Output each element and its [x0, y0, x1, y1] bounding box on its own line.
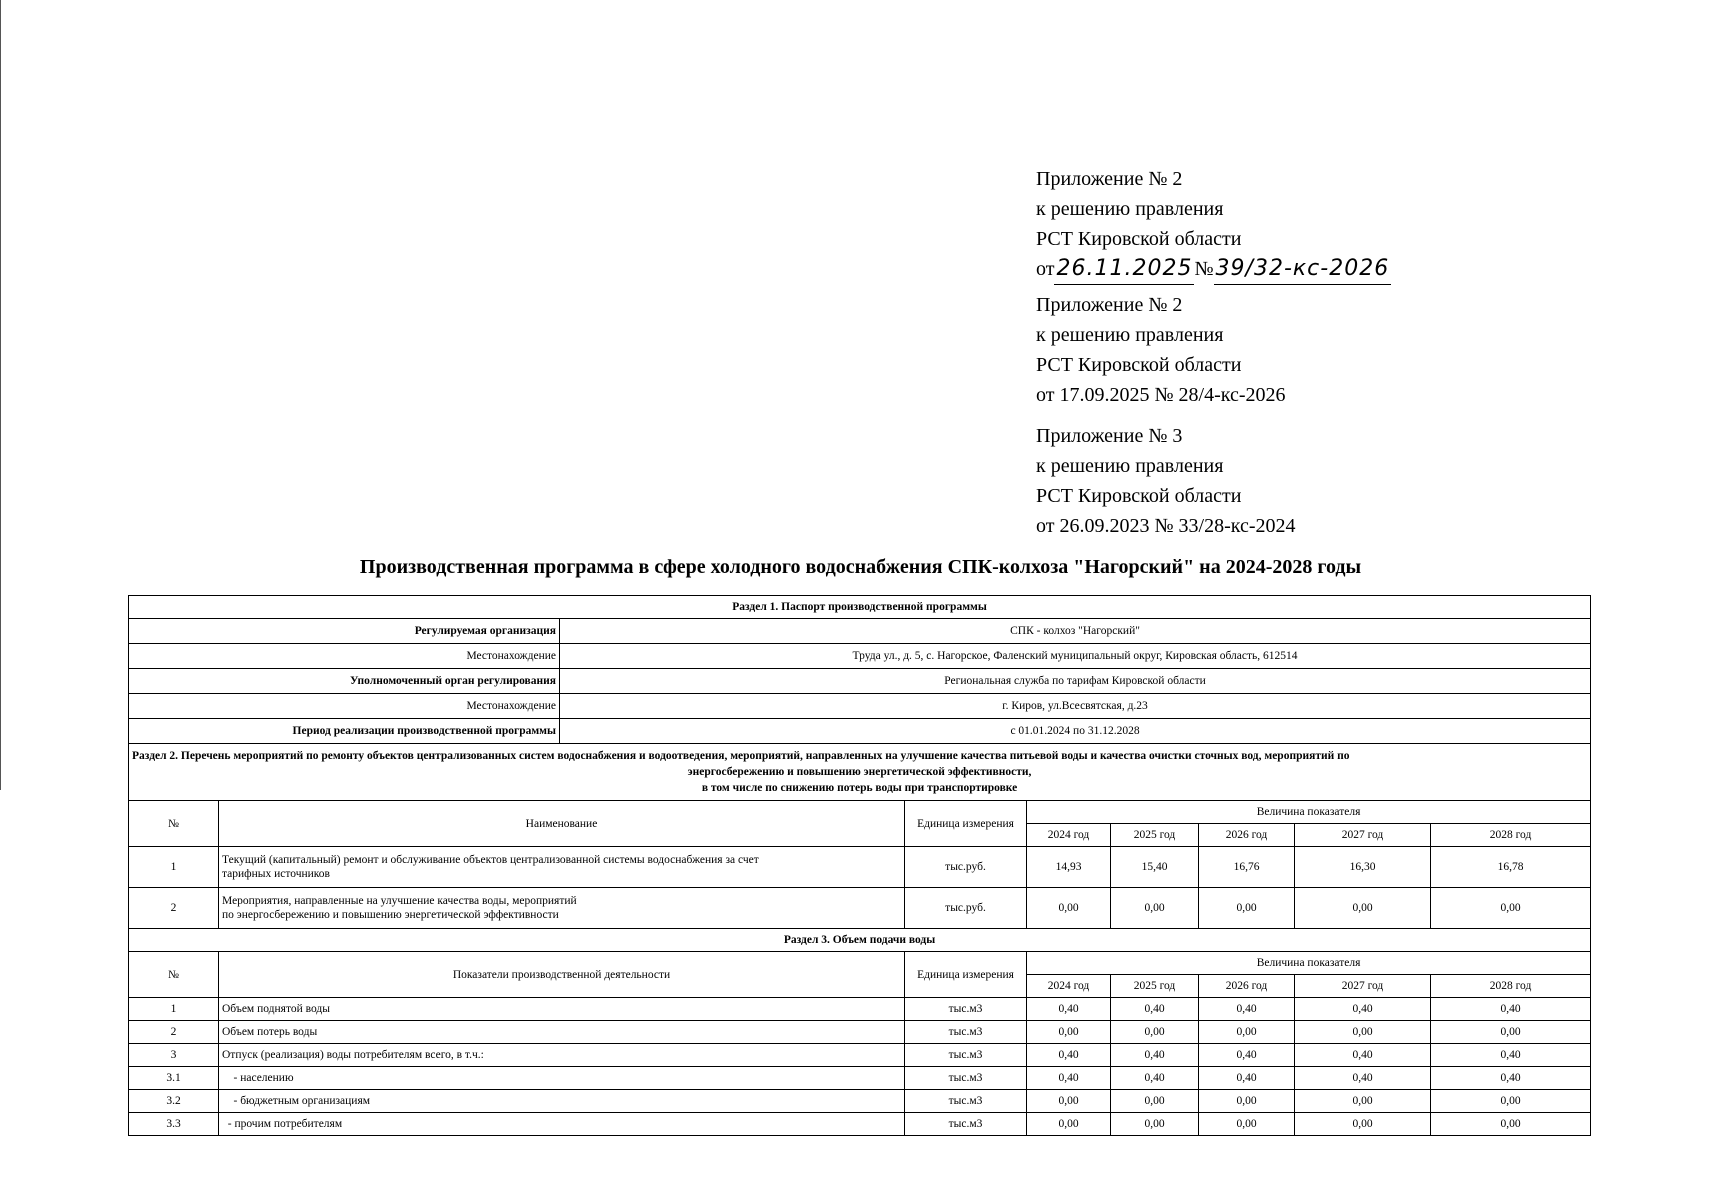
- col-header-value: Величина показателя: [1027, 801, 1591, 824]
- table-row: [129, 998, 1591, 1021]
- year-header: 2028 год: [1431, 975, 1591, 998]
- row-value: 0,00: [1111, 1021, 1199, 1044]
- prefix-number: №: [1194, 258, 1214, 280]
- year-header: 2028 год: [1431, 824, 1591, 847]
- table-row: [129, 1113, 1591, 1136]
- section2-title-line: энергосбережению и повышению энергетической эффективности,: [687, 766, 1032, 778]
- row-value: 0,00: [1111, 1090, 1199, 1113]
- year-header: 2025 год: [1111, 975, 1199, 998]
- document-title: Производственная программа в сфере холодного водоснабжения СПК-колхоза "Нагорский" на 2024-2028 годы: [359, 556, 1362, 578]
- table-row: [129, 888, 1591, 929]
- appendix-line: РСТ Кировской области: [1036, 485, 1242, 507]
- col-header-no: №: [129, 952, 219, 998]
- col-header-unit: Единица измерения: [905, 801, 1027, 847]
- table-row: [129, 719, 1591, 744]
- handwritten-date: 26.11.2025: [1054, 254, 1194, 285]
- row-value: 0,00: [1431, 1021, 1591, 1044]
- row-value: 0,00: [1431, 1113, 1591, 1136]
- row-value: 0,40: [1199, 998, 1295, 1021]
- table-row: [129, 619, 1591, 644]
- appendix-line: от 17.09.2025 № 28/4-кс-2026: [1036, 384, 1286, 406]
- row-value: 0,00: [1295, 1113, 1431, 1136]
- passport-value: СПК - колхоз "Нагорский": [560, 619, 1591, 644]
- appendix-block-current: [1036, 164, 1391, 285]
- table-row: [129, 1021, 1591, 1044]
- row-unit: тыс.м3: [905, 1044, 1027, 1067]
- row-name-line: по энергосбережению и повышению энергетической эффективности: [222, 909, 559, 921]
- row-value: 0,00: [1295, 888, 1431, 929]
- col-header-value: Величина показателя: [1027, 952, 1591, 975]
- row-value: 0,00: [1431, 888, 1591, 929]
- row-unit: тыс.руб.: [905, 847, 1027, 888]
- row-unit: тыс.м3: [905, 998, 1027, 1021]
- row-value: 0,40: [1027, 1067, 1111, 1090]
- row-value: 0,00: [1111, 1113, 1199, 1136]
- row-name-line: Текущий (капитальный) ремонт и обслуживание объектов централизованной системы водоснабжения за счет: [222, 854, 759, 866]
- prefix-from: от: [1036, 258, 1055, 280]
- year-header: 2027 год: [1295, 975, 1431, 998]
- row-value: 0,40: [1295, 1044, 1431, 1067]
- row-value: 0,00: [1199, 888, 1295, 929]
- row-value: 0,00: [1027, 1113, 1111, 1136]
- passport-label: Местонахождение: [129, 694, 560, 719]
- row-value: 0,00: [1295, 1021, 1431, 1044]
- table-row: [129, 694, 1591, 719]
- row-value: 14,93: [1027, 847, 1111, 888]
- row-value: 16,30: [1295, 847, 1431, 888]
- year-header: 2025 год: [1111, 824, 1199, 847]
- row-no: 1: [129, 847, 219, 888]
- year-header: 2024 год: [1027, 824, 1111, 847]
- row-name: Отпуск (реализация) воды потребителям всего, в т.ч.:: [219, 1044, 905, 1067]
- table-row: [129, 1044, 1591, 1067]
- appendix-line: РСТ Кировской области: [1036, 354, 1242, 376]
- section3-title: Раздел 3. Объем подачи воды: [129, 929, 1591, 952]
- row-value: 0,40: [1295, 998, 1431, 1021]
- row-value: 16,78: [1431, 847, 1591, 888]
- table-row: [129, 669, 1591, 694]
- handwritten-number: 39/32-кс-2026: [1214, 254, 1392, 285]
- row-value: 0,40: [1111, 998, 1199, 1021]
- col-header-unit: Единица измерения: [905, 952, 1027, 998]
- row-value: 0,00: [1199, 1021, 1295, 1044]
- row-value: 0,00: [1027, 1090, 1111, 1113]
- col-header-name: Показатели производственной деятельности: [219, 952, 905, 998]
- row-value: 0,40: [1199, 1044, 1295, 1067]
- appendix-line: Приложение № 2: [1036, 168, 1183, 190]
- row-value: 0,00: [1199, 1113, 1295, 1136]
- appendix-signature-line: [1036, 254, 1391, 285]
- production-program-table: [128, 595, 1591, 1136]
- appendix-line: от 26.09.2023 № 33/28-кс-2024: [1036, 515, 1296, 537]
- year-header: 2026 год: [1199, 975, 1295, 998]
- year-header: 2027 год: [1295, 824, 1431, 847]
- row-no: 3.2: [129, 1090, 219, 1113]
- year-header: 2024 год: [1027, 975, 1111, 998]
- appendix-line: Приложение № 2: [1036, 294, 1183, 316]
- appendix-block-original: [1036, 421, 1296, 541]
- scan-edge-line: [0, 0, 1, 790]
- appendix-block-previous: [1036, 290, 1286, 410]
- appendix-line: к решению правления: [1036, 198, 1224, 220]
- table-row: [129, 1090, 1591, 1113]
- row-no: 3.1: [129, 1067, 219, 1090]
- row-value: 0,40: [1199, 1067, 1295, 1090]
- row-value: 0,40: [1111, 1067, 1199, 1090]
- row-name: - населению: [219, 1067, 905, 1090]
- appendix-line: Приложение № 3: [1036, 425, 1183, 447]
- row-no: 2: [129, 1021, 219, 1044]
- row-value: 0,40: [1027, 1044, 1111, 1067]
- appendix-line: РСТ Кировской области: [1036, 228, 1242, 250]
- row-value: 0,40: [1295, 1067, 1431, 1090]
- col-header-no: №: [129, 801, 219, 847]
- passport-value: г. Киров, ул.Всесвятская, д.23: [560, 694, 1591, 719]
- row-unit: тыс.руб.: [905, 888, 1027, 929]
- row-value: 0,00: [1111, 888, 1199, 929]
- section2-title-line: в том числе по снижению потерь воды при транспортировке: [701, 782, 1018, 794]
- passport-value: Региональная служба по тарифам Кировской области: [560, 669, 1591, 694]
- table-row: [129, 847, 1591, 888]
- row-name: [219, 888, 905, 929]
- row-unit: тыс.м3: [905, 1113, 1027, 1136]
- row-value: 0,40: [1027, 998, 1111, 1021]
- row-value: 16,76: [1199, 847, 1295, 888]
- passport-value: с 01.01.2024 по 31.12.2028: [560, 719, 1591, 744]
- row-value: 0,00: [1199, 1090, 1295, 1113]
- passport-label: Регулируемая организация: [129, 619, 560, 644]
- row-value: 0,40: [1431, 1067, 1591, 1090]
- table-row: [129, 644, 1591, 669]
- row-no: 1: [129, 998, 219, 1021]
- row-name: Объем поднятой воды: [219, 998, 905, 1021]
- row-unit: тыс.м3: [905, 1067, 1027, 1090]
- section1-title: Раздел 1. Паспорт производственной программы: [129, 596, 1591, 619]
- row-no: 3.3: [129, 1113, 219, 1136]
- row-value: 0,00: [1027, 1021, 1111, 1044]
- row-name: - бюджетным организациям: [219, 1090, 905, 1113]
- row-value: 0,40: [1431, 1044, 1591, 1067]
- row-value: 0,00: [1431, 1090, 1591, 1113]
- row-value: 15,40: [1111, 847, 1199, 888]
- row-value: 0,40: [1111, 1044, 1199, 1067]
- row-unit: тыс.м3: [905, 1021, 1027, 1044]
- row-value: 0,00: [1027, 888, 1111, 929]
- appendix-line: к решению правления: [1036, 324, 1224, 346]
- row-value: 0,40: [1431, 998, 1591, 1021]
- row-name: Объем потерь воды: [219, 1021, 905, 1044]
- passport-label: Уполномоченный орган регулирования: [129, 669, 560, 694]
- year-header: 2026 год: [1199, 824, 1295, 847]
- row-name-line: тарифных источников: [222, 868, 330, 880]
- row-no: 3: [129, 1044, 219, 1067]
- table-row: [129, 1067, 1591, 1090]
- row-name: [219, 847, 905, 888]
- section2-title-line: Раздел 2. Перечень мероприятий по ремонту объектов централизованных систем водоснабжения и водоотведения, мероприятий, направленных на улучшение качества питьевой воды и качества очистки сточных вод, мероприятий по: [132, 750, 1350, 762]
- row-no: 2: [129, 888, 219, 929]
- passport-label: Период реализации производственной программы: [129, 719, 560, 744]
- row-value: 0,00: [1295, 1090, 1431, 1113]
- row-unit: тыс.м3: [905, 1090, 1027, 1113]
- passport-value: Труда ул., д. 5, с. Нагорское, Фаленский муниципальный округ, Кировская область, 612514: [560, 644, 1591, 669]
- passport-label: Местонахождение: [129, 644, 560, 669]
- row-name-line: Мероприятия, направленные на улучшение качества воды, мероприятий: [222, 895, 577, 907]
- col-header-name: Наименование: [219, 801, 905, 847]
- section2-title: [129, 744, 1591, 801]
- appendix-line: к решению правления: [1036, 455, 1224, 477]
- row-name: - прочим потребителям: [219, 1113, 905, 1136]
